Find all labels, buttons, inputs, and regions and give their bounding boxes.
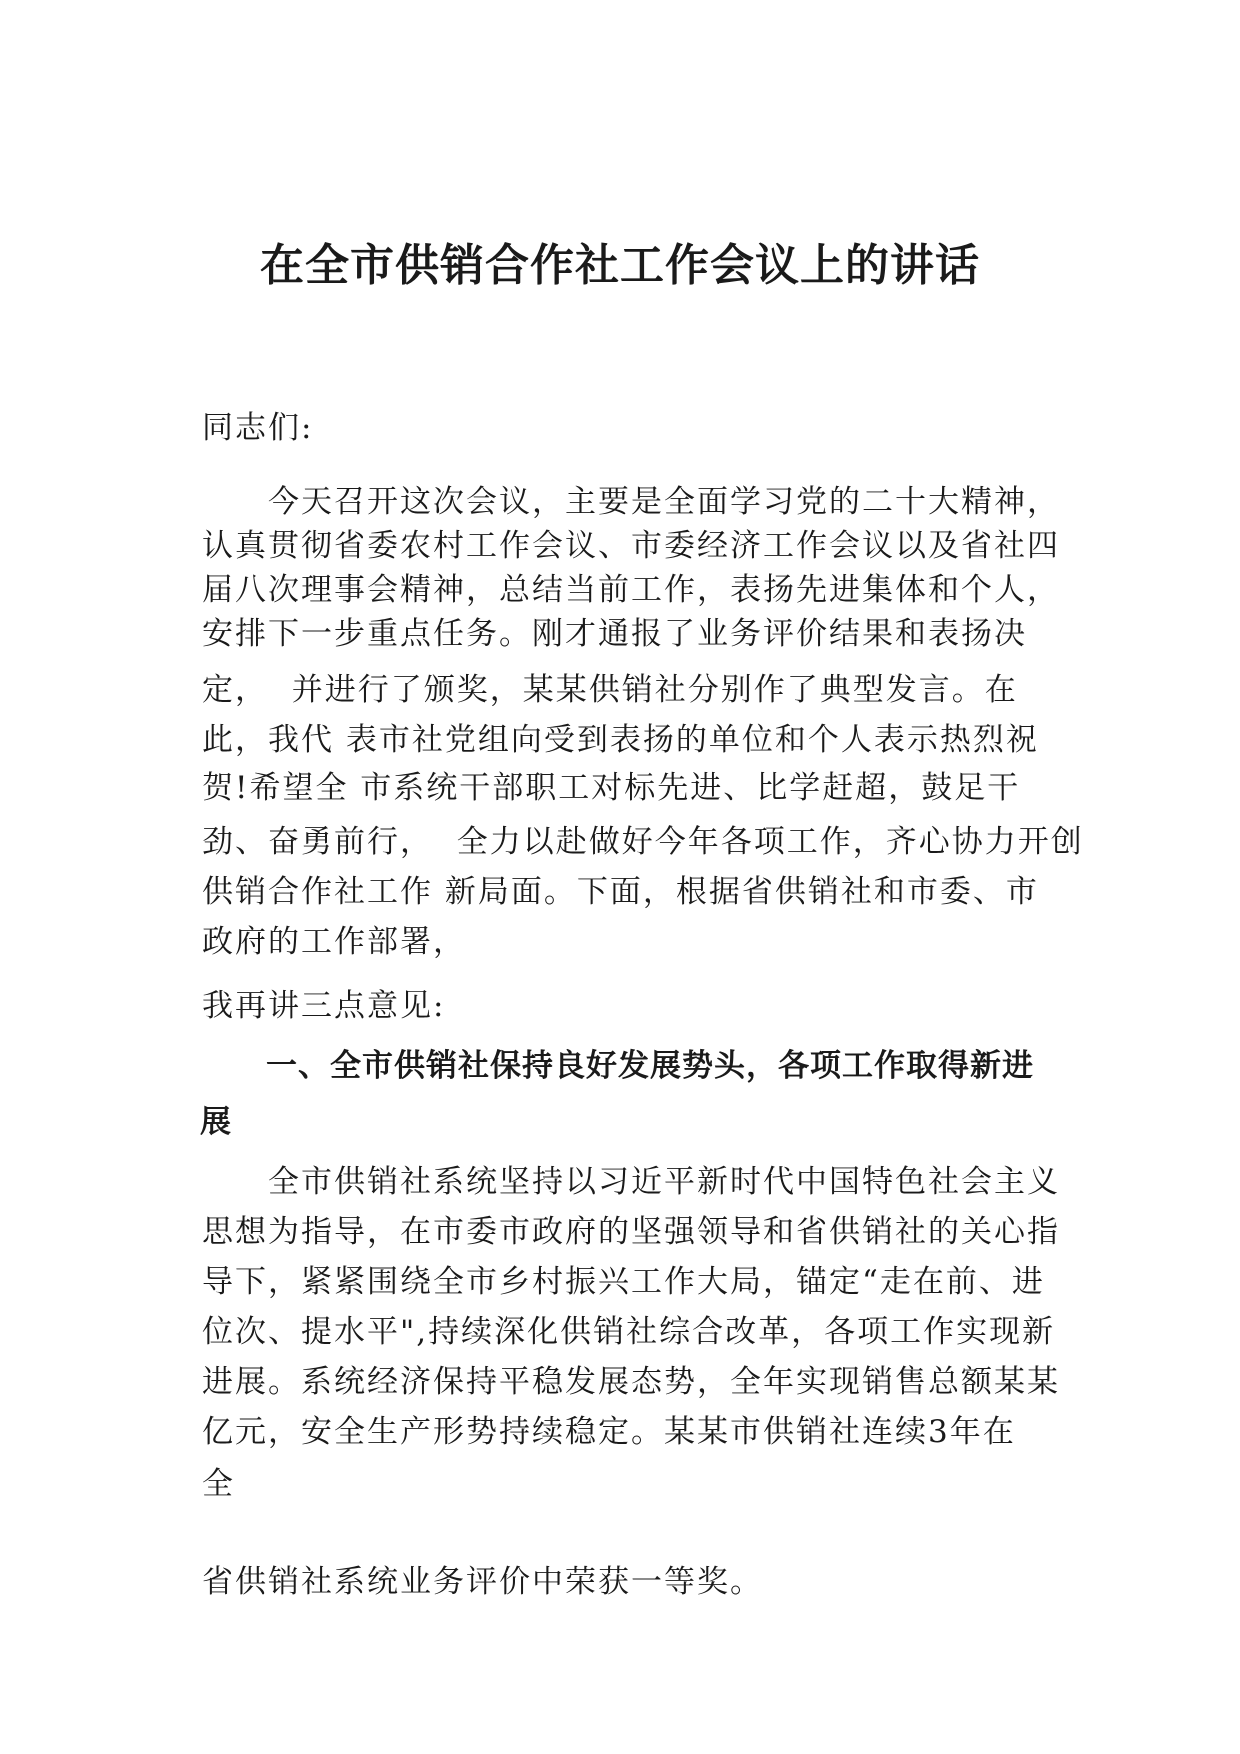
paragraph-line: 进展。系统经济保持平稳发展态势，全年实现销售总额某某 [202, 1364, 1060, 1400]
transition-line: 我再讲三点意见: [202, 988, 446, 1024]
paragraph-line: 安排下一步重点任务。刚才通报了业务评价结果和表扬决 [202, 616, 1027, 652]
paragraph-line: 供销合作社工作 新局面。下面，根据省供销社和市委、市 [202, 874, 1039, 910]
paragraph-line: 导下，紧紧围绕全市乡村振兴工作大局，锚定“走在前、进 [202, 1264, 1045, 1300]
paragraph-line: 贺!希望全 市系统干部职工对标先进、比学赶超，鼓足干 [202, 770, 1021, 806]
paragraph-line: 届八次理事会精神，总结当前工作，表扬先进集体和个人， [202, 572, 1060, 608]
section-heading-line: 一、全市供销社保持良好发展势头，各项工作取得新进 [266, 1048, 1034, 1084]
paragraph-line: 此，我代 表市社党组向受到表扬的单位和个人表示热烈祝 [202, 722, 1039, 758]
paragraph-line: 思想为指导，在市委市政府的坚强领导和省供销社的关心指 [202, 1214, 1060, 1250]
paragraph-line: 全 [202, 1466, 235, 1502]
paragraph-line: 位次、提水平",持续深化供销社综合改革，各项工作实现新 [202, 1314, 1056, 1350]
salutation: 同志们: [202, 410, 314, 446]
paragraph-line: 今天召开这次会议，主要是全面学习党的二十大精神， [268, 484, 1060, 520]
paragraph-line: 亿元，安全生产形势持续稳定。某某市供销社连续3年在 [202, 1414, 1016, 1450]
paragraph-line: 政府的工作部署， [202, 924, 466, 960]
closing-line: 省供销社系统业务评价中荣获一等奖。 [202, 1564, 763, 1600]
document-title: 在全市供销合作社工作会议上的讲话 [260, 240, 980, 291]
section-heading-line: 展 [200, 1104, 232, 1140]
paragraph-line: 认真贯彻省委农村工作会议、市委经济工作会议以及省社四 [202, 528, 1060, 564]
paragraph-line: 定， 并进行了颁奖，某某供销社分别作了典型发言。在 [202, 672, 1018, 708]
paragraph-line: 劲、奋勇前行， 全力以赴做好今年各项工作，齐心协力开创 [202, 824, 1084, 860]
paragraph-line: 全市供销社系统坚持以习近平新时代中国特色社会主义 [268, 1164, 1060, 1200]
